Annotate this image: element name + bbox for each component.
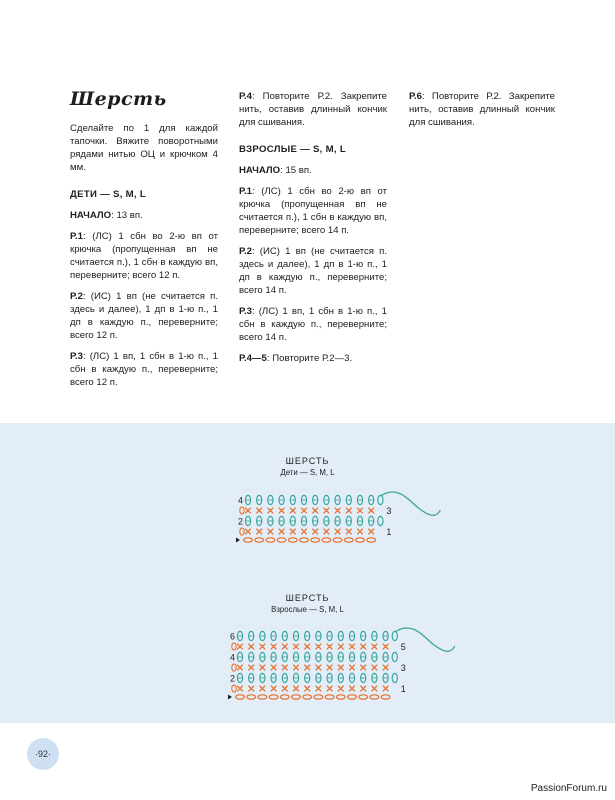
sc-stitch: [301, 529, 307, 535]
sc-stitch: [293, 644, 299, 650]
sc-stitch: [360, 665, 366, 671]
sc-stitch: [383, 644, 389, 650]
turning-chain: [392, 673, 397, 682]
chain-stitch: [244, 538, 253, 542]
chain-stitch: [280, 695, 289, 699]
sc-stitch: [260, 644, 266, 650]
sc-stitch: [312, 508, 318, 514]
chain-stitch: [311, 538, 320, 542]
sc-stitch: [304, 665, 310, 671]
sc-stitch: [237, 686, 243, 692]
sc-stitch: [316, 665, 322, 671]
row-number-label: 4: [230, 652, 236, 663]
sc-stitch: [271, 644, 277, 650]
kids-heading: ДЕТИ — S, M, L: [70, 189, 147, 200]
sc-stitch: [357, 508, 363, 514]
adult-row-4-5: Р.4—5: Повторите Р.2—3.: [239, 353, 353, 364]
adult-row-3: Р.3: (ЛС) 1 вп, 1 сбн в 1-ю п., 1 сбн в каждую п., переверните; всего 14 п.: [239, 306, 387, 343]
chain-stitch: [303, 695, 312, 699]
kids-row-1: Р.1: (ЛС) 1 сбн во 2-ю вп от крючка (пропущенная вп не считается п.), 1 сбн в каждую вп, переверните; всего 12 п.: [70, 231, 218, 281]
kids-row-3: Р.3: (ЛС) 1 вп, 1 сбн в 1-ю п., 1 сбн в каждую п., переверните; всего 12 п.: [70, 351, 218, 388]
sc-stitch: [316, 686, 322, 692]
turning-chain: [240, 528, 244, 535]
sc-stitch: [324, 529, 330, 535]
chain-stitch: [292, 695, 301, 699]
sc-stitch: [327, 686, 333, 692]
chain-stitch: [266, 538, 275, 542]
chain-stitch: [333, 538, 342, 542]
sc-stitch: [245, 508, 251, 514]
sc-stitch: [335, 508, 341, 514]
chain-stitch: [325, 695, 334, 699]
chain-stitch: [370, 695, 379, 699]
turning-chain: [240, 507, 244, 514]
chain-stitch: [356, 538, 365, 542]
sc-stitch: [327, 644, 333, 650]
sc-stitch: [383, 686, 389, 692]
start-arrow: [228, 695, 232, 700]
sc-stitch: [349, 686, 355, 692]
sc-stitch: [368, 508, 374, 514]
turning-chain: [232, 643, 236, 650]
section-title: Шерсть: [70, 88, 167, 110]
chain-stitch: [236, 695, 245, 699]
sc-stitch: [338, 665, 344, 671]
chain-stitch: [381, 695, 390, 699]
site-watermark: PassionForum.ru: [530, 783, 607, 794]
sc-stitch: [357, 529, 363, 535]
turning-chain: [378, 495, 383, 504]
sc-stitch: [338, 644, 344, 650]
turning-chain: [232, 685, 236, 692]
sc-stitch: [282, 686, 288, 692]
sc-stitch: [282, 665, 288, 671]
sc-stitch: [372, 644, 378, 650]
sc-stitch: [248, 686, 254, 692]
adult-heading: ВЗРОСЛЫЕ — S, M, L: [239, 144, 346, 155]
row-number-label: 1: [386, 527, 392, 537]
turning-chain: [392, 652, 397, 661]
stitch-diagram-kids: [236, 492, 440, 543]
sc-stitch: [268, 529, 274, 535]
sc-stitch: [335, 529, 341, 535]
sc-stitch: [349, 665, 355, 671]
sc-stitch: [360, 644, 366, 650]
sc-stitch: [304, 644, 310, 650]
kids-row-4: Р.4: Повторите Р.2. Закрепите нить, оставив длинный кончик для сшивания.: [239, 91, 387, 128]
sc-stitch: [290, 529, 296, 535]
sc-stitch: [372, 665, 378, 671]
chain-stitch: [322, 538, 331, 542]
diagram-1-title: ШЕРСТЬ: [285, 456, 330, 466]
sc-stitch: [260, 686, 266, 692]
sc-stitch: [360, 686, 366, 692]
sc-stitch: [301, 508, 307, 514]
sc-stitch: [256, 508, 262, 514]
sc-stitch: [383, 665, 389, 671]
row-number-label: 3: [386, 506, 392, 516]
row-number-label: 1: [400, 684, 406, 694]
page-number: ·92·: [27, 738, 59, 770]
adult-row-2: Р.2: (ИС) 1 вп (не считается п. здесь и далее), 1 дп в 1-ю п., 1 дп в каждую п., переверните; всего 14 п.: [239, 246, 387, 296]
turning-chain: [378, 516, 383, 525]
sc-stitch: [327, 665, 333, 671]
sc-stitch: [248, 665, 254, 671]
intro-text: Сделайте по 1 для каждой тапочки. Вяжите поворотными рядами нитью ОЦ и крючком 4 мм.: [70, 123, 218, 173]
chain-stitch: [269, 695, 278, 699]
sc-stitch: [293, 665, 299, 671]
sc-stitch: [312, 529, 318, 535]
sc-stitch: [346, 529, 352, 535]
row-number-label: 2: [238, 516, 244, 527]
sc-stitch: [248, 644, 254, 650]
row-number-label: 6: [230, 631, 236, 642]
sc-stitch: [256, 529, 262, 535]
sc-stitch: [290, 508, 296, 514]
row-number-label: 3: [400, 663, 406, 673]
sc-stitch: [368, 529, 374, 535]
sc-stitch: [282, 644, 288, 650]
chain-stitch: [367, 538, 376, 542]
sc-stitch: [349, 644, 355, 650]
sc-stitch: [372, 686, 378, 692]
adult-start: НАЧАЛО: 15 вп.: [239, 165, 312, 176]
sc-stitch: [338, 686, 344, 692]
start-arrow: [236, 538, 240, 543]
sc-stitch: [304, 686, 310, 692]
chain-stitch: [336, 695, 345, 699]
row-number-label: 5: [400, 642, 406, 652]
chain-stitch: [277, 538, 286, 542]
row-number-label: 2: [230, 673, 236, 684]
sc-stitch: [237, 644, 243, 650]
chain-stitch: [344, 538, 353, 542]
sc-stitch: [237, 665, 243, 671]
sc-stitch: [268, 508, 274, 514]
kids-start: НАЧАЛО: 13 вп.: [70, 210, 143, 221]
diagram-2-title: ШЕРСТЬ: [285, 593, 330, 603]
adult-row-1: Р.1: (ЛС) 1 сбн во 2-ю вп от крючка (пропущенная вп не считается п.), 1 сбн в каждую вп, переверните; всего 14 п.: [239, 186, 387, 236]
adult-row-6: Р.6: Повторите Р.2. Закрепите нить, оставив длинный кончик для сшивания.: [409, 91, 555, 128]
diagram-2-subtitle: Взрослые — S, M, L: [271, 605, 344, 614]
sc-stitch: [316, 644, 322, 650]
sc-stitch: [271, 686, 277, 692]
turning-chain: [232, 664, 236, 671]
sc-stitch: [279, 508, 285, 514]
stitch-diagram-adults: [228, 628, 455, 700]
kids-row-2: Р.2: (ИС) 1 вп (не считается п. здесь и далее), 1 дп в 1-ю п., 1 дп в каждую п., переверните; всего 12 п.: [70, 291, 218, 341]
sc-stitch: [279, 529, 285, 535]
sc-stitch: [346, 508, 352, 514]
diagram-1-subtitle: Дети — S, M, L: [280, 468, 335, 477]
sc-stitch: [293, 686, 299, 692]
chain-stitch: [288, 538, 297, 542]
chain-stitch: [258, 695, 267, 699]
chain-stitch: [247, 695, 256, 699]
sc-stitch: [260, 665, 266, 671]
sc-stitch: [245, 529, 251, 535]
sc-stitch: [324, 508, 330, 514]
chain-stitch: [314, 695, 323, 699]
sc-stitch: [271, 665, 277, 671]
chain-stitch: [359, 695, 368, 699]
chain-stitch: [348, 695, 357, 699]
row-number-label: 4: [238, 495, 244, 506]
turning-chain: [392, 631, 397, 640]
chain-stitch: [300, 538, 309, 542]
chain-stitch: [255, 538, 264, 542]
